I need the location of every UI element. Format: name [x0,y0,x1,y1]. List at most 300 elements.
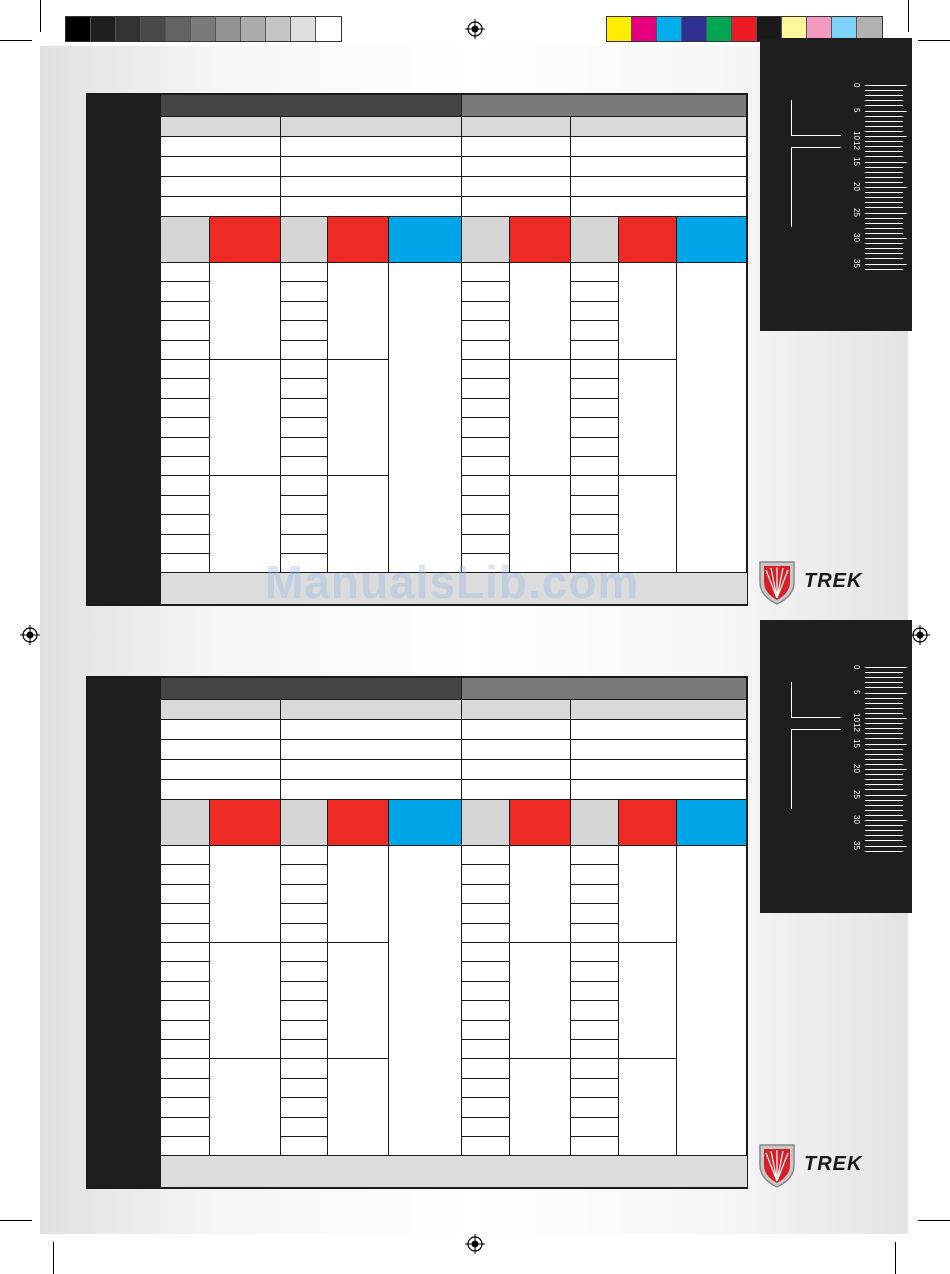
ruler-tick [865,105,903,106]
table-row-cell [571,321,619,340]
table-row-cell [462,1079,510,1098]
table-row-cell [161,535,210,554]
ruler-panel [760,38,912,331]
color-key-gray [161,800,210,846]
info-cell [462,740,571,760]
table-row-cell [462,962,510,981]
ruler-label: 30 [852,233,861,242]
table-row-cell [281,321,328,340]
ruler-tick [865,749,903,750]
ruler-label: 10 [852,131,861,140]
registration-mark-icon [910,625,930,645]
table-row-cell [462,515,510,534]
merged-size-cell [510,846,571,943]
table-row-cell [281,1001,328,1020]
table-row-cell [571,341,619,360]
table-row-cell [571,418,619,437]
table-row-cell [161,282,210,301]
ruler-tick [865,825,903,826]
color-key-red [619,217,677,263]
ruler-tick [865,672,903,673]
table-row-cell [161,982,210,1001]
ruler-tick [865,264,907,265]
ruler-tick [865,800,903,801]
ruler-tick [865,177,903,178]
table-row-cell [571,496,619,515]
table-row-cell [571,1021,619,1040]
table-row-cell [462,1001,510,1020]
table-row-cell [281,1059,328,1078]
crop-mark [0,1220,32,1221]
table-row-cell [161,379,210,398]
ruler-tick [865,754,903,755]
color-key-gray [462,800,510,846]
ruler-tick [865,738,903,739]
group-header-right [462,678,747,700]
table-row-cell [462,341,510,360]
ruler-tick [865,131,903,132]
table-row-cell [281,457,328,476]
table-row-cell [571,282,619,301]
registration-mark-icon [465,1234,485,1254]
ruler-tick [865,116,903,117]
ruler-label: 5 [852,690,861,695]
info-cell [281,137,462,157]
ruler-tick [865,682,903,683]
subheader-cell [161,117,281,137]
ruler-tick [865,141,903,142]
subheader-cell [462,700,571,720]
ruler-tick [865,197,903,198]
ruler-tick [865,779,903,780]
table-row-cell [571,846,619,865]
ruler-bracket [791,729,841,809]
gray-swatch [141,17,166,41]
table-row-cell [462,865,510,884]
table-row-cell [462,457,510,476]
ruler-tick [865,207,903,208]
color-swatch [632,17,657,41]
ruler-tick [865,723,903,724]
color-key-blue [677,217,747,263]
table-row-cell [161,476,210,495]
gray-swatch [266,17,291,41]
table-row-cell [462,1040,510,1059]
info-cell [462,720,571,740]
ruler-label: 30 [852,815,861,824]
table-row-cell [281,982,328,1001]
color-key-gray [281,800,328,846]
table-row-cell [462,924,510,943]
crop-mark [908,0,909,32]
table-row-cell [281,438,328,457]
table-row-cell [571,515,619,534]
ruler-tick [865,126,903,127]
ruler-tick [865,733,903,734]
table-row-cell [571,535,619,554]
ruler-tick [865,698,903,699]
group-header-left [161,678,462,700]
color-swatch [607,17,632,41]
table-row-cell [571,1059,619,1078]
info-cell [281,720,462,740]
table-row-cell [571,1098,619,1117]
table-row-cell [571,1137,619,1156]
trek-shield-icon [756,558,798,606]
info-cell [571,177,747,197]
table-row-cell [161,1021,210,1040]
info-cell [571,740,747,760]
ruler-label: 12 [852,723,861,733]
ruler-tick [865,810,903,811]
ruler-tick [865,805,903,806]
color-key-blue [389,800,462,846]
table-side-bar [88,95,161,604]
info-cell [161,197,281,217]
ruler-label: 12 [852,141,861,151]
table-row-cell [462,438,510,457]
crop-mark [918,40,950,41]
gray-swatch [116,17,141,41]
table-row-cell [161,438,210,457]
ruler-label: 20 [852,764,861,773]
merged-blue-cell [389,846,462,1156]
crop-mark [53,1242,54,1274]
group-header-left [161,95,462,117]
color-key-red [328,217,389,263]
table-row-cell [462,904,510,923]
table-row-cell [281,360,328,379]
ruler-tick [865,136,907,137]
table-row-cell [571,1040,619,1059]
merged-size-cell [619,360,677,476]
table-row-cell [462,496,510,515]
ruler-tick [865,789,903,790]
subheader-cell [281,700,462,720]
table-row-cell [571,438,619,457]
table-row-cell [462,263,510,282]
table-row-cell [281,1098,328,1117]
ruler-tick [865,774,903,775]
ruler-bracket [791,147,841,227]
ruler-tick [865,100,903,101]
merged-size-cell [328,360,389,476]
table-row-cell [462,1098,510,1117]
merged-size-cell [210,846,281,943]
table-row-cell [571,904,619,923]
table-row-cell [571,982,619,1001]
ruler-tick [865,146,903,147]
info-cell [281,740,462,760]
ruler-tick [865,233,903,234]
merged-size-cell [510,360,571,476]
table-row-cell [281,263,328,282]
merged-size-cell [619,943,677,1059]
table-row-cell [281,476,328,495]
table-row-cell [161,554,210,573]
merged-size-cell [210,1059,281,1156]
registration-mark-icon [20,625,40,645]
table-row-cell [571,943,619,962]
ruler-bracket [791,682,841,718]
ruler-tick [865,840,903,841]
info-cell [281,197,462,217]
table-row-cell [281,962,328,981]
merged-size-cell [328,943,389,1059]
table-row-cell [462,1118,510,1137]
table-row-cell [161,1059,210,1078]
info-cell [161,157,281,177]
gray-swatch [191,17,216,41]
table-row-cell [462,1137,510,1156]
merged-size-cell [619,263,677,360]
ruler-tick [865,728,903,729]
table-row-cell [161,263,210,282]
color-key-red [510,217,571,263]
trek-logo [756,558,886,606]
info-cell [281,157,462,177]
color-swatch [682,17,707,41]
ruler-label: 15 [852,156,861,166]
table-row-cell [571,865,619,884]
table-row-cell [281,418,328,437]
table-row-cell [571,360,619,379]
table-row-cell [571,885,619,904]
trek-wordmark: TREK [804,1153,863,1175]
table-row-cell [281,1021,328,1040]
merged-blue-cell [389,263,462,573]
ruler-tick [865,213,907,214]
merged-size-cell [510,943,571,1059]
color-swatch [707,17,732,41]
ruler-tick [865,258,903,259]
ruler-tick [865,172,903,173]
table-row-cell [462,1059,510,1078]
ruler-tick [865,253,903,254]
table-row-cell [161,457,210,476]
gray-swatch [291,17,316,41]
ruler-tick [865,718,907,719]
table-row-cell [161,1040,210,1059]
color-key-blue [677,800,747,846]
table-row-cell [161,399,210,418]
ruler-tick [865,223,903,224]
info-cell [571,760,747,780]
table-row-cell [571,399,619,418]
ruler-tick [865,815,903,816]
table-row-cell [462,535,510,554]
ruler-tick [865,759,903,760]
crop-mark [918,1220,950,1221]
table-row-cell [571,962,619,981]
ruler-tick [865,830,903,831]
group-header-right [462,95,747,117]
ruler-label: 0 [852,664,861,669]
table-row-cell [161,302,210,321]
gray-swatch [216,17,241,41]
table-row-cell [281,846,328,865]
info-cell [462,137,571,157]
ruler-tick [865,744,907,745]
ruler-tick [865,156,903,157]
table-row-cell [161,924,210,943]
info-cell [161,177,281,197]
merged-size-cell [210,360,281,476]
table-row-cell [161,341,210,360]
ruler-tick [865,667,907,668]
info-cell [462,197,571,217]
table-row-cell [161,962,210,981]
ruler-bracket [791,100,841,136]
merged-size-cell [210,263,281,360]
table-row-cell [161,321,210,340]
gray-swatch [316,17,341,41]
trek-shield-icon [756,1141,798,1189]
table-row-cell [462,846,510,865]
ruler-label: 25 [852,789,861,799]
merged-size-cell [619,1059,677,1156]
info-cell [462,177,571,197]
ruler-tick [865,182,903,183]
ruler-label: 0 [852,82,861,87]
ruler-tick [865,764,903,765]
table-row-cell [281,904,328,923]
table-row-cell [281,341,328,360]
ruler-tick [865,162,907,163]
color-key-red [210,800,281,846]
table-row-cell [281,535,328,554]
ruler-tick [865,795,907,796]
table-row-cell [281,496,328,515]
table-row-cell [462,418,510,437]
table-row-cell [462,282,510,301]
table-row-cell [462,399,510,418]
table-row-cell [281,282,328,301]
table-row-cell [571,1118,619,1137]
ruler-tick [865,121,903,122]
color-key-red [328,800,389,846]
info-cell [161,780,281,800]
info-cell [571,157,747,177]
table-row-cell [161,865,210,884]
ruler-tick [865,167,903,168]
table-row-cell [281,1137,328,1156]
info-cell [161,137,281,157]
crop-mark [0,40,32,41]
gray-swatch [91,17,116,41]
ruler-tick [865,238,907,239]
table-row-cell [161,1137,210,1156]
ruler-tick [865,85,907,86]
info-cell [462,780,571,800]
info-cell [161,760,281,780]
color-key-red [510,800,571,846]
ruler-tick [865,846,907,847]
ruler-tick [865,708,903,709]
table-row-cell [161,515,210,534]
color-swatch [657,17,682,41]
merged-size-cell [619,846,677,943]
table-row-cell [161,1098,210,1117]
ruler-tick [865,687,903,688]
table-row-cell [161,1118,210,1137]
ruler-label: 10 [852,713,861,722]
table-row-cell [161,496,210,515]
trek-wordmark: TREK [804,570,863,592]
merged-size-cell [328,846,389,943]
merged-size-cell [510,1059,571,1156]
table-row-cell [571,379,619,398]
table-row-cell [281,399,328,418]
table-row-cell [281,1079,328,1098]
table-row-cell [462,302,510,321]
ruler-label: 5 [852,108,861,113]
merged-size-cell [328,1059,389,1156]
table-row-cell [281,515,328,534]
crop-mark [895,1242,896,1274]
info-cell [571,137,747,157]
ruler-tick [865,851,903,852]
ruler-tick [865,703,903,704]
ruler-tick [865,713,903,714]
table-row-cell [571,476,619,495]
color-key-gray [571,800,619,846]
info-cell [462,760,571,780]
fit-chart-table [86,676,748,1189]
ruler-tick [865,784,903,785]
crop-mark [40,0,41,32]
subheader-cell [462,117,571,137]
ruler-tick [865,820,907,821]
registration-mark-icon [465,19,485,39]
ruler-tick [865,95,903,96]
info-cell [281,760,462,780]
subheader-cell [571,117,747,137]
ruler-tick [865,90,903,91]
ruler-tick [865,228,903,229]
ruler-tick [865,835,903,836]
subheader-cell [161,700,281,720]
table-row-cell [571,1001,619,1020]
table-row-cell [161,846,210,865]
watermark-text: ManualsLib.com [265,556,640,608]
ruler-panel [760,620,912,913]
table-row-cell [161,360,210,379]
info-cell [161,720,281,740]
ruler-label: 35 [852,258,861,268]
ruler-tick [865,111,907,112]
table-row-cell [462,982,510,1001]
ruler-label: 35 [852,840,861,850]
table-row-cell [161,943,210,962]
table-row-cell [571,302,619,321]
ruler-tick [865,269,903,270]
info-cell [571,197,747,217]
table-row-cell [281,885,328,904]
gray-swatch [241,17,266,41]
grayscale-calibration-bar [65,16,342,42]
color-key-gray [571,217,619,263]
table-row-cell [161,1079,210,1098]
table-row-cell [571,457,619,476]
table-side-bar [88,678,161,1187]
color-key-gray [161,217,210,263]
color-key-red [619,800,677,846]
gray-swatch [66,17,91,41]
info-cell [571,720,747,740]
table-row-cell [571,1079,619,1098]
table-row-cell [281,1118,328,1137]
